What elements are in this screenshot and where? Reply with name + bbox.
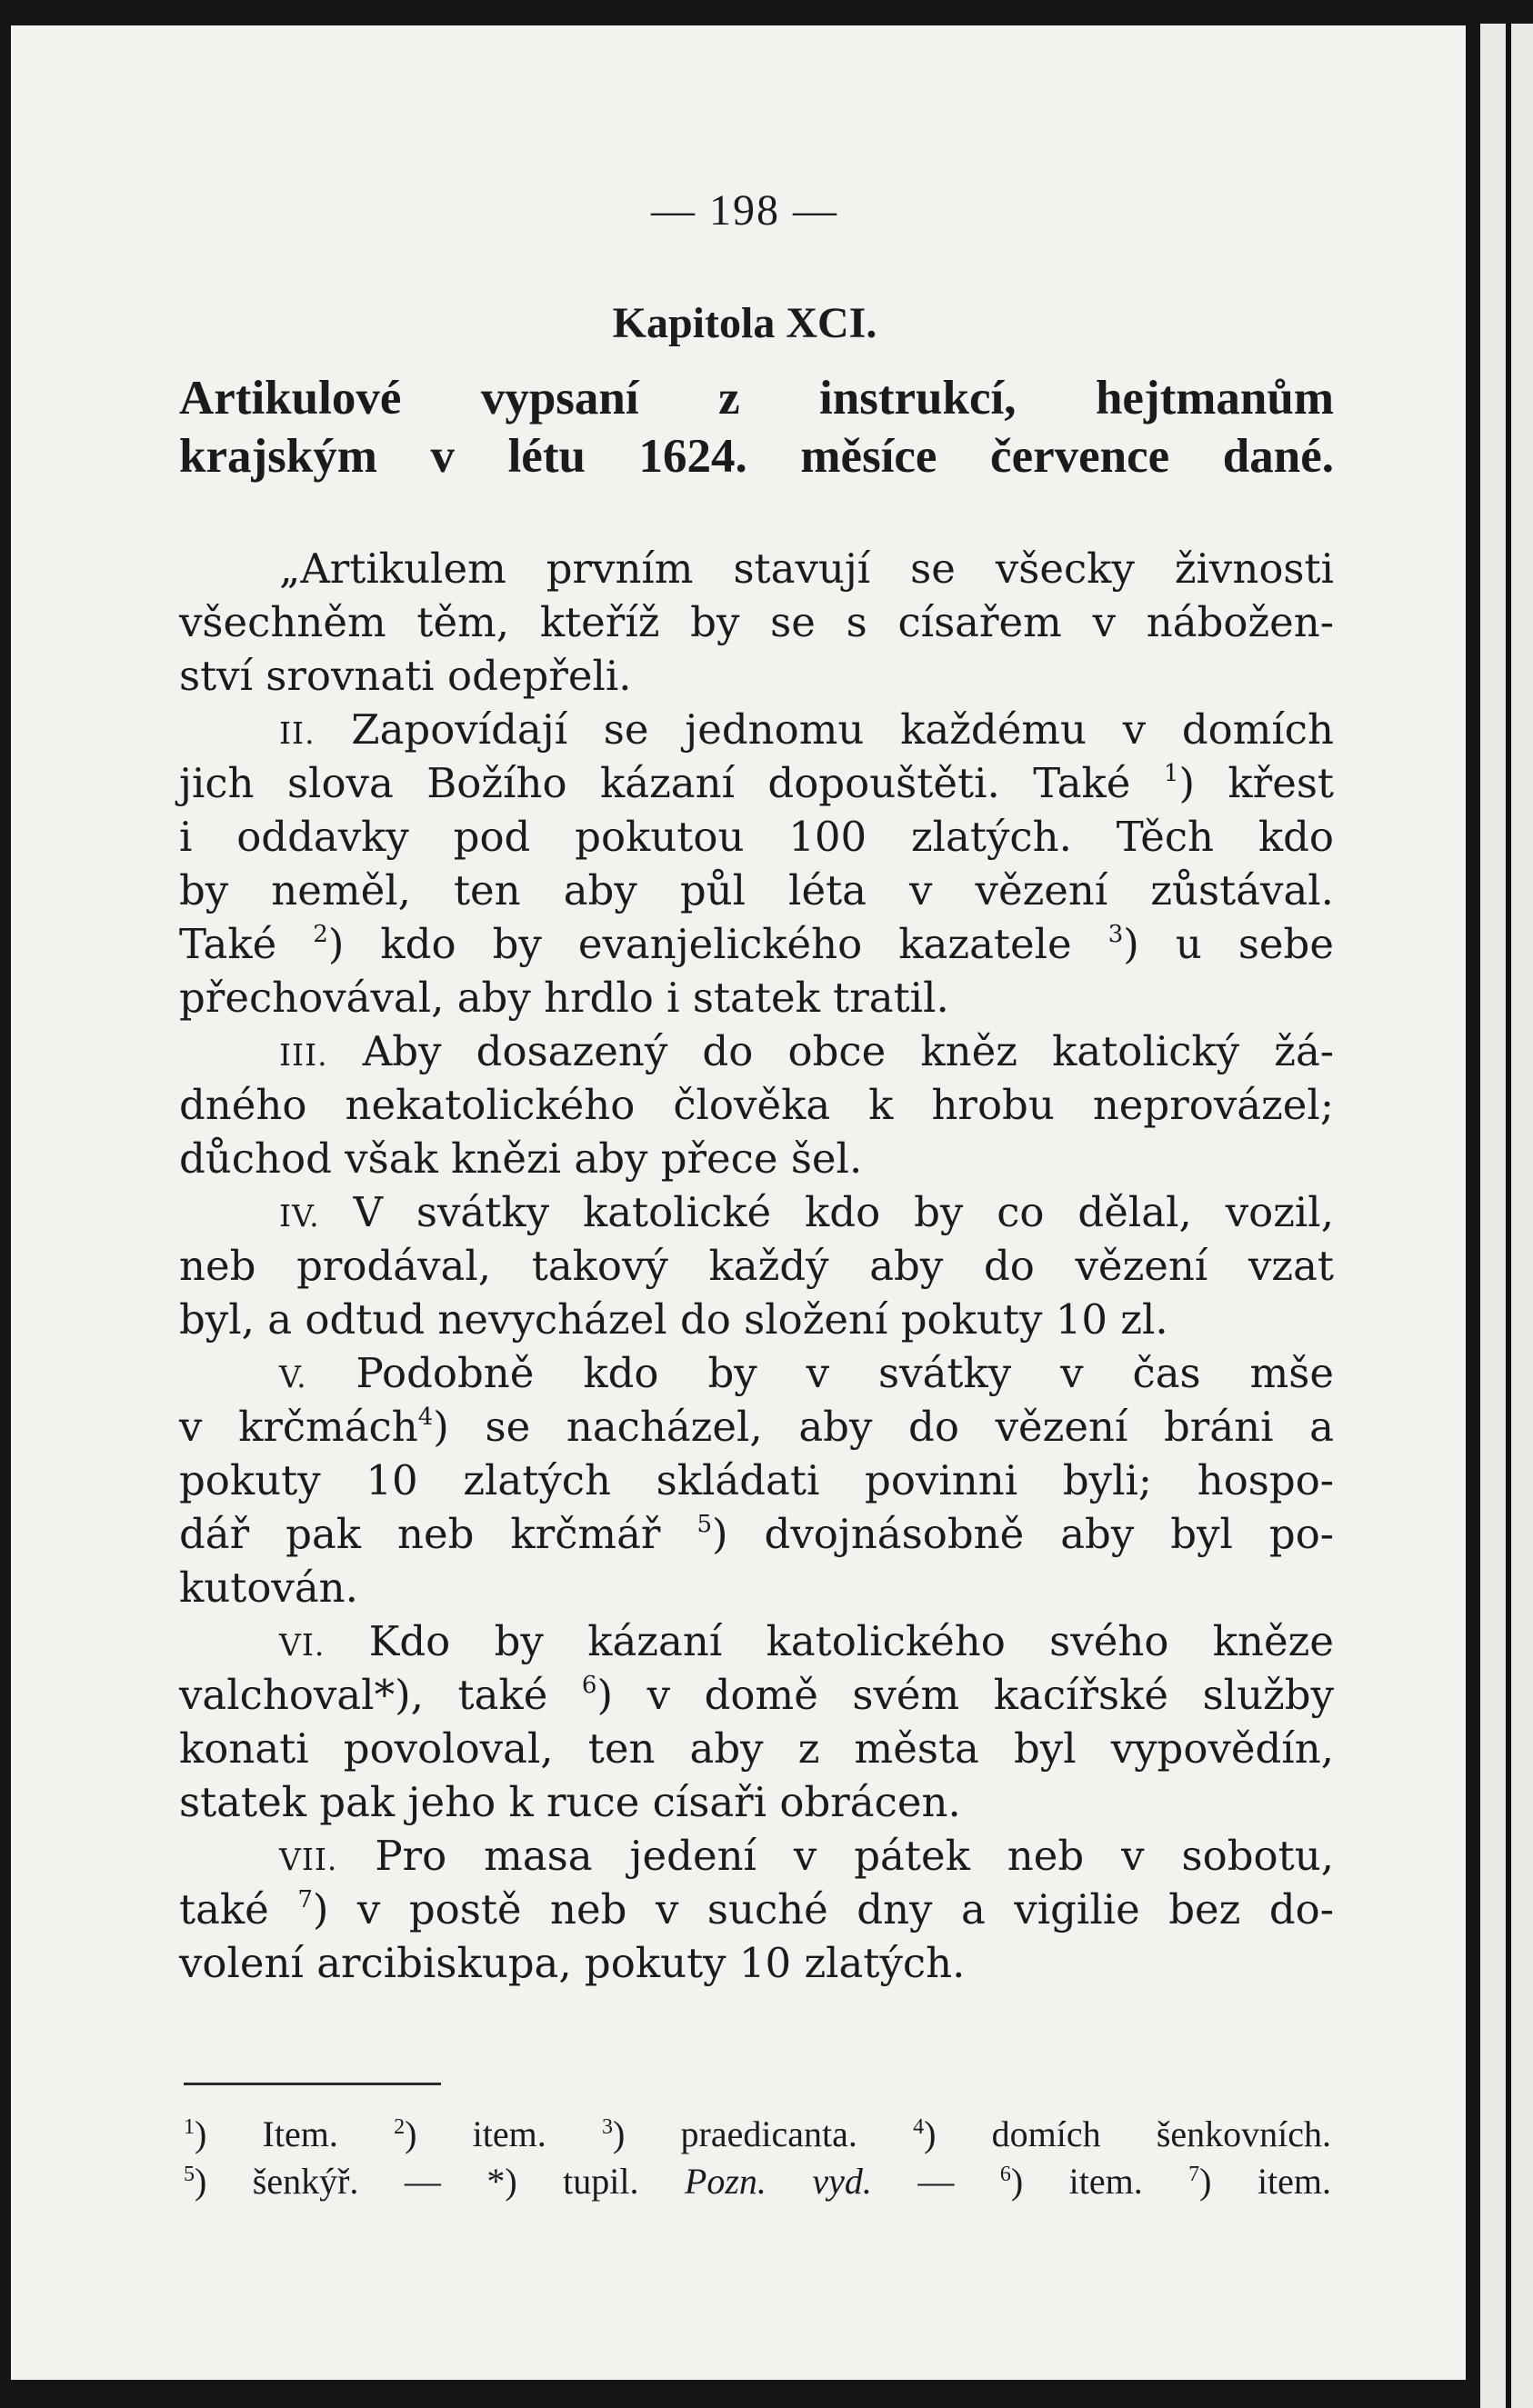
text-line: konati povoloval, ten aby z města byl vypovědín, — [179, 1724, 1334, 1773]
adjacent-page-edge — [1480, 24, 1533, 2408]
text-line: VII. Pro masa jedení v pátek neb v sobotu, — [279, 1832, 1334, 1880]
text-line: III. Aby dosazený do obce kněz katolický žá- — [279, 1027, 1334, 1075]
article-number: VI. — [279, 1627, 326, 1663]
article-number: IV. — [279, 1198, 320, 1234]
text-line: také $^7$) v postě neb v suché dny a vigilie bez do- — [179, 1885, 1334, 1933]
text-line: důchod však knězi aby přece šel. — [179, 1134, 863, 1183]
text-line: v krčmách$^4$) se nacházel, aby do vězení bráni a — [179, 1403, 1334, 1451]
text-line: IV. V svátky katolické kdo by co dělal, vozil, — [279, 1188, 1334, 1236]
text-line: ství srovnati odepřeli. — [179, 652, 632, 700]
article-number: III. — [279, 1037, 328, 1073]
text-line: byl, a odtud nevycházel do složení pokuty 10 zl. — [179, 1295, 1168, 1344]
book-page — [11, 25, 1466, 2380]
body-text — [179, 542, 1334, 1990]
text-line: Také $^2$) kdo by evanjelického kazatele $^3$) u sebe — [179, 920, 1334, 968]
text-line: přechovával, aby hrdlo i statek tratil. — [179, 974, 949, 1022]
footnote-line: $^1$) Item. $^2$) item. $^3$) praedicanta. $^4$) domích šenkovních. — [184, 2113, 1332, 2154]
text-line: neb prodával, takový každý aby do vězení vzat — [179, 1242, 1334, 1290]
text-line: i oddavky pod pokutou 100 zlatých. Těch kdo — [179, 813, 1334, 861]
text-line: dář pak neb krčmář $^5$) dvojnásobně aby byl po- — [179, 1510, 1335, 1558]
title-line: Artikulové vypsaní z instrukcí, hejtmanům — [179, 372, 1334, 425]
footnote-divider — [184, 2083, 441, 2085]
text-line: VI. Kdo by kázaní katolického svého kněze — [279, 1617, 1334, 1665]
footnotes — [184, 2111, 1331, 2205]
footnote-ref: 6 — [581, 1672, 597, 1699]
text-line: by neměl, ten aby půl léta v vězení zůstával. — [179, 866, 1334, 914]
article-number: VII. — [279, 1842, 338, 1877]
article-number: V. — [279, 1359, 307, 1394]
chapter-title — [179, 369, 1334, 485]
text-line: „Artikulem prvním stavují se všecky živnosti — [279, 545, 1334, 593]
footnote-ref: 1 — [1163, 760, 1179, 787]
page-number: — 198 — — [651, 186, 838, 235]
text-line: II. Zapovídají se jednomu každému v domích — [279, 705, 1334, 754]
footnote-ref: 3 — [1107, 921, 1124, 948]
article-number: II. — [279, 715, 316, 751]
page-edge-shadow — [1506, 24, 1511, 2408]
footnote-line: $^5$) šenkýř. — *) tupil. Pozn. vyd. — $^6$) item. $^7$) item. — [184, 2161, 1332, 2202]
footnote-ref: 7 — [297, 1886, 313, 1913]
text-line: jich slova Božího kázaní dopouštěti. Také $^1$) křest — [179, 759, 1335, 807]
text-line: dného nekatolického člověka k hrobu neprovázel; — [179, 1081, 1334, 1129]
footnote-ref: 2 — [313, 921, 328, 948]
text-line: statek pak jeho k ruce císaři obrácen. — [179, 1778, 961, 1826]
text-line: V. Podobně kdo by v svátky v čas mše — [279, 1349, 1334, 1397]
footnote-ref: 5 — [696, 1511, 712, 1538]
text-line: všechněm těm, kteříž by se s císařem v nábožen- — [179, 598, 1334, 646]
text-line: pokuty 10 zlatých skládati povinni byli; hospo- — [179, 1456, 1334, 1504]
text-line: volení arcibiskupa, pokuty 10 zlatých. — [179, 1939, 966, 1987]
text-line: valchoval*), také $^6$) v domě svém kacířské služby — [179, 1671, 1334, 1719]
text-line: kutován. — [179, 1564, 358, 1612]
footnote-ref: 4 — [417, 1404, 434, 1431]
title-line: krajským v létu 1624. měsíce července dané. — [179, 430, 1334, 483]
chapter-heading: Kapitola XCI. — [612, 299, 877, 347]
